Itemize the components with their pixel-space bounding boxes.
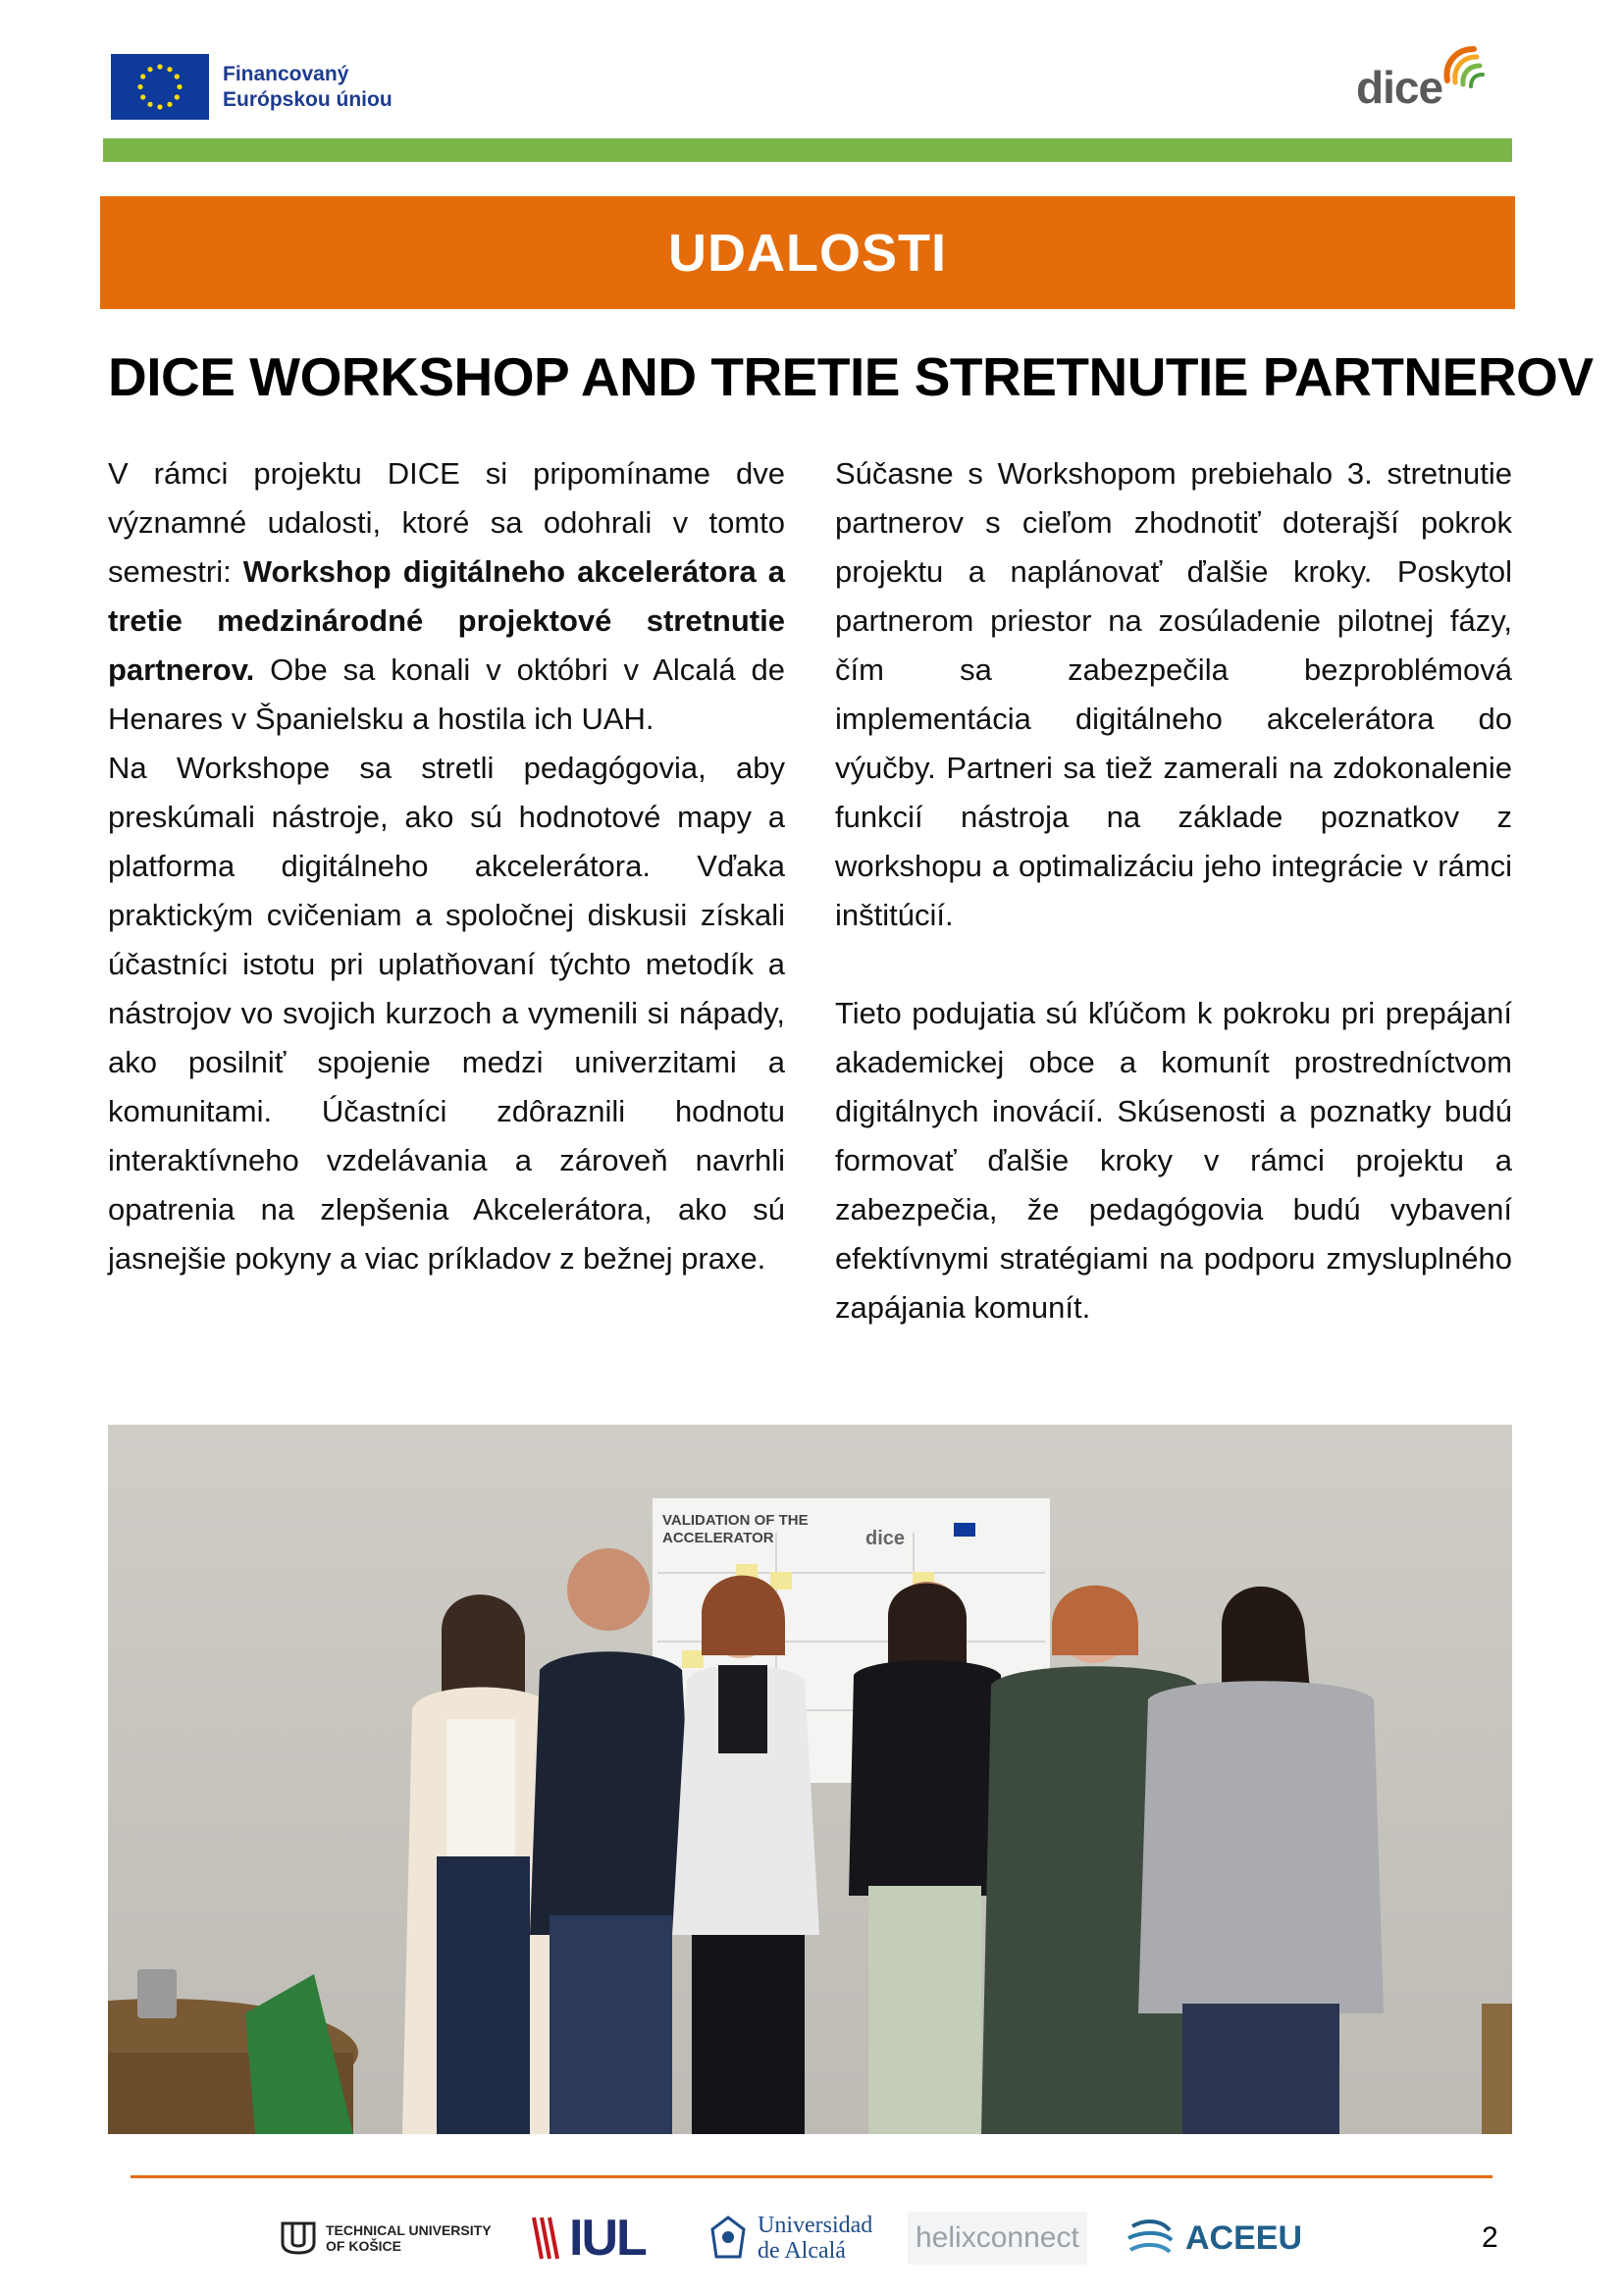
left-paragraph-2: Na Workshope sa stretli pedagógovia, aby preskúmali nástroje, ako sú hodnotové mapy a platforma digitálneho akcelerátora. Vďaka praktickým cvičeniam a spoločnej diskusii získali účastníci istotu pri uplatňovaní týchto metodík a nástrojov vo svojich kurzoch a vymenili si nápady, ako posilniť spojenie medzi univerzitami a komunitami. Účastníci zdôraznili hodnotu interaktívneho vzdelávania a zároveň navrhli opatrenia na zlepšenia Akcelerátora, ako sú jasnejšie pokyny a viac príkladov z bežnej praxe. (108, 751, 785, 1276)
aceeu-globe-icon (1123, 2211, 1178, 2266)
dice-logo (1354, 41, 1492, 113)
group-photo-illustration (108, 1425, 1512, 2134)
eu-funding-text-line2: Európskou úniou (223, 87, 393, 111)
tuke-line2: OF KOŠICE (326, 2238, 402, 2254)
article-left-column (108, 449, 785, 1283)
right-paragraph-2: Tieto podujatia sú kľúčom k pokroku pri prepájaní akademickej obce a komunít prostredníctvom digitálnych inovácií. Skúsenosti a poznatky budú formovať ďalšie kroky v rámci projektu a zabezpečia, že pedagógovia budú vybavení efektívnymi stratégiami na podporu zmysluplného zapájania komunít. (835, 996, 1512, 1325)
uah-line2: de Alcalá (758, 2238, 846, 2264)
aceeu-logo (1123, 2204, 1302, 2272)
page-number: 2 (1482, 2221, 1498, 2254)
left-paragraph-1 (108, 449, 785, 744)
tuke-emblem-icon (279, 2219, 318, 2257)
poster-title-line1: VALIDATION OF THE (662, 1512, 809, 1529)
iul-logo (532, 2204, 646, 2272)
left-p1-start: V rámci projektu DICE si pripomíname dve významné udalosti, ktoré sa odohrali v tomto semestri: (108, 456, 785, 589)
tuke-logo (279, 2204, 492, 2272)
poster-logo: dice (865, 1528, 906, 1549)
left-p1-bold: Workshop digitálneho akcelerátora a tretie medzinárodné projektové stretnutie partnerov. (108, 554, 785, 687)
partner-logos (275, 2204, 1315, 2272)
left-p1-end: Obe sa konali v októbri v Alcalá de Henares v Španielsku a hostila ich UAH. (108, 652, 785, 736)
right-paragraph-1: Súčasne s Workshopom prebiehalo 3. stretnutie partnerov s cieľom zhodnotiť doterajší pokrok projektu a naplánovať ďalšie kroky. Poskytol partnerom priestor na zosúladenie pilotnej fázy, čím sa zabezpečila bezproblémová implementácia digitálneho akcelerátora do výučby. Partneri sa tiež zamerali na zdokonalenie funkcií nástroja na základe poznatkov z workshopu a optimalizáciu jeho integrácie v rámci inštitúcií. (835, 456, 1512, 932)
green-divider (103, 138, 1512, 162)
uah-crest-icon (707, 2214, 750, 2263)
section-banner-label: UDALOSTI (668, 223, 947, 283)
helixconnect-logo (908, 2204, 1087, 2272)
article-right-column (835, 449, 1512, 1332)
poster-title-line2: ACCELERATOR (662, 1530, 774, 1546)
helixconnect-wordmark: helixconnect (908, 2212, 1087, 2265)
iul-wordmark: IUL (569, 2210, 646, 2267)
article-title: DICE WORKSHOP AND TRETIE STRETNUTIE PARTNEROV (108, 346, 1594, 407)
dice-wordmark: dice (1356, 62, 1443, 113)
aceeu-wordmark: ACEEU (1185, 2218, 1303, 2257)
group-photo (108, 1425, 1512, 2134)
eu-funding-logo (111, 54, 393, 120)
section-banner (100, 196, 1515, 309)
eu-funding-text-line1: Financovaný (223, 62, 349, 85)
uah-line1: Universidad (758, 2213, 873, 2238)
tuke-line1: TECHNICAL UNIVERSITY (326, 2222, 492, 2238)
eu-flag-icon (111, 54, 209, 120)
footer-divider (131, 2175, 1492, 2178)
uah-logo (707, 2204, 872, 2272)
poster-eu-flag-icon (954, 1523, 975, 1537)
iul-stripes-icon (532, 2214, 561, 2263)
